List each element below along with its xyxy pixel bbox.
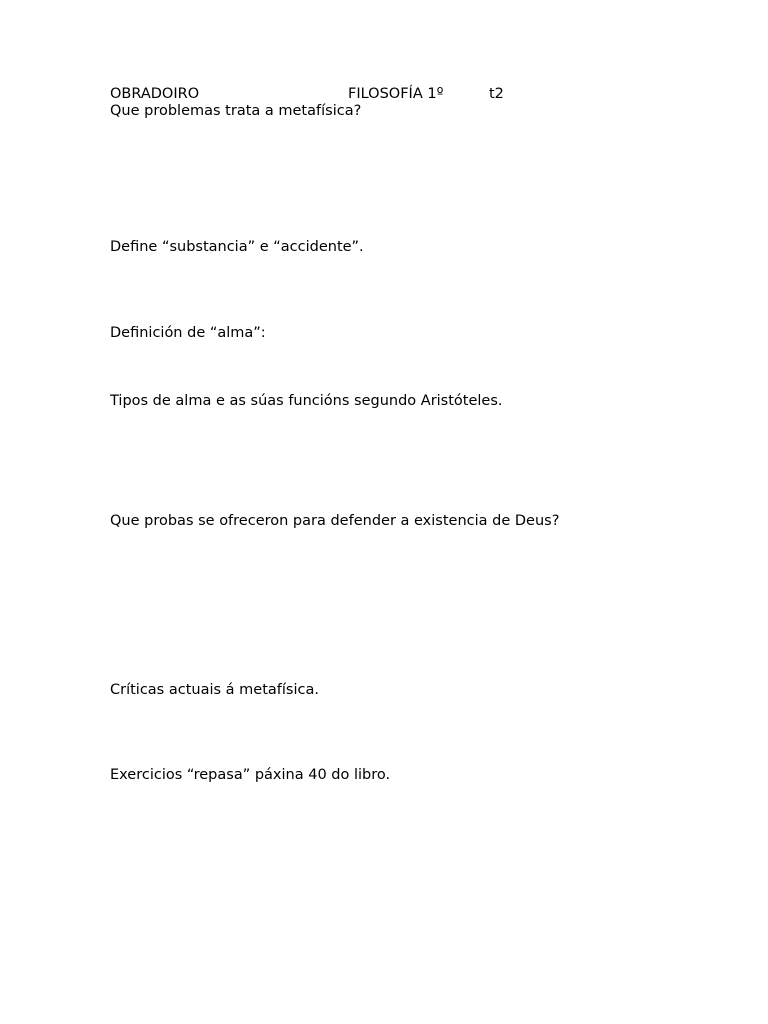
question-metaphysics-problems: Que problemas trata a metafísica?: [110, 103, 362, 119]
header-term-label: t2: [489, 86, 504, 102]
question-soul-types: Tipos de alma e as súas funcións segundo Aristóteles.: [110, 393, 503, 409]
question-exercises: Exercicios “repasa” páxina 40 do libro.: [110, 767, 391, 783]
question-substance-accident: Define “substancia” e “accidente”.: [110, 239, 364, 255]
question-god-proofs: Que probas se ofreceron para defender a existencia de Deus?: [110, 513, 560, 529]
header-subject-label: FILOSOFÍA 1º: [348, 86, 444, 102]
question-current-criticism: Críticas actuais á metafísica.: [110, 682, 319, 698]
question-soul-definition: Definición de “alma”:: [110, 325, 266, 341]
header-workshop-label: OBRADOIRO: [110, 86, 200, 102]
document-header: [0, 86, 768, 103]
